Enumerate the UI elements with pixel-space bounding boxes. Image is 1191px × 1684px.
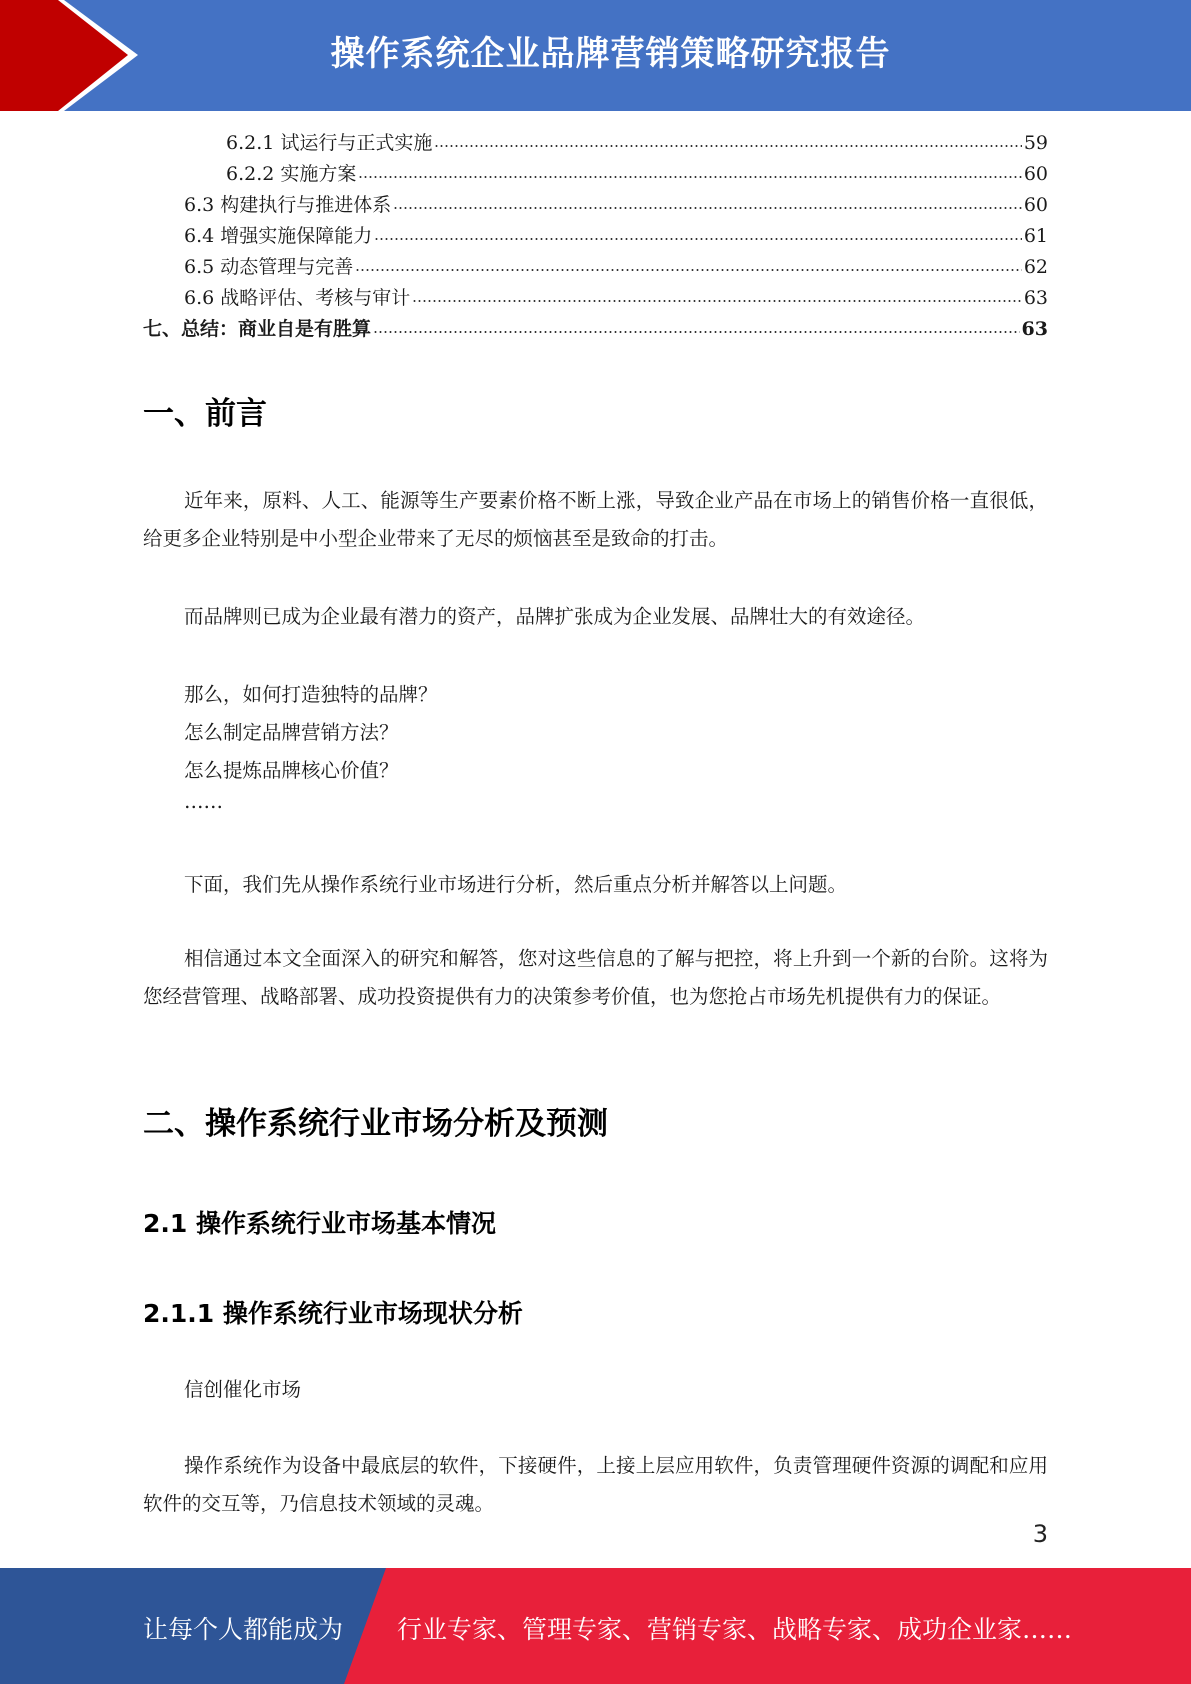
toc-entry-page: 62 xyxy=(1023,256,1048,278)
toc-entry[interactable] xyxy=(143,314,1048,345)
toc-entry-page: 60 xyxy=(1023,163,1048,185)
page-footer xyxy=(0,1568,1191,1684)
page-header xyxy=(0,0,1191,111)
toc-entry-title: 七、总结：商业自是有胜算 xyxy=(143,318,372,340)
question-line: 那么，如何打造独特的品牌？ xyxy=(184,683,438,706)
question-line: 怎么提炼品牌核心价值？ xyxy=(184,759,399,782)
toc-entry[interactable] xyxy=(143,252,1048,283)
table-of-contents xyxy=(143,128,1048,345)
toc-leader-dots xyxy=(374,222,1022,242)
toc-entry-title: 6.2.1 试运行与正式实施 xyxy=(226,132,433,154)
header-title: 操作系统企业品牌营销策略研究报告 xyxy=(330,34,891,74)
toc-leader-dots xyxy=(393,191,1022,211)
toc-entry-title: 6.5 动态管理与完善 xyxy=(184,256,354,278)
toc-leader-dots xyxy=(355,253,1022,273)
paragraph: 下面，我们先从操作系统行业市场进行分析，然后重点分析并解答以上问题。 xyxy=(184,873,848,896)
section-heading-market: 二、操作系统行业市场分析及预测 xyxy=(143,1106,608,1142)
paragraph: 而品牌则已成为企业最有潜力的资产，品牌扩张成为企业发展、品牌壮大的有效途径。 xyxy=(184,605,926,628)
toc-entry-page: 60 xyxy=(1023,194,1048,216)
toc-leader-dots xyxy=(373,315,1020,335)
section-heading-preface: 一、前言 xyxy=(143,396,267,432)
subsection-heading: 2.1 操作系统行业市场基本情况 xyxy=(143,1209,496,1238)
toc-leader-dots xyxy=(412,284,1022,304)
subsection-heading: 2.1.1 操作系统行业市场现状分析 xyxy=(143,1299,523,1328)
paragraph: 操作系统作为设备中最底层的软件，下接硬件，上接上层应用软件，负责管理硬件资源的调配和应用软件的交互等，乃信息技术领域的灵魂。 xyxy=(143,1454,1048,1515)
toc-entry[interactable] xyxy=(143,221,1048,252)
toc-entry-title: 6.4 增强实施保障能力 xyxy=(184,225,373,247)
toc-leader-dots xyxy=(358,160,1021,180)
toc-entry-page: 63 xyxy=(1023,287,1048,309)
footer-slogan-left: 让每个人都能成为 xyxy=(143,1615,344,1644)
toc-entry[interactable] xyxy=(143,159,1048,190)
toc-entry-page: 63 xyxy=(1021,318,1048,340)
question-line: 怎么制定品牌营销方法？ xyxy=(184,721,399,744)
paragraph: 近年来，原料、人工、能源等生产要素价格不断上涨，导致企业产品在市场上的销售价格一直很低，给更多企业特别是中小型企业带来了无尽的烦恼甚至是致命的打击。 xyxy=(143,489,1048,550)
toc-entry[interactable] xyxy=(143,283,1048,314)
toc-entry[interactable] xyxy=(143,128,1048,159)
toc-entry-page: 59 xyxy=(1023,132,1048,154)
paragraph: 信创催化市场 xyxy=(184,1378,302,1401)
toc-leader-dots xyxy=(434,129,1021,149)
ellipsis-line: …… xyxy=(184,790,223,813)
footer-slogan-right: 行业专家、管理专家、营销专家、战略专家、成功企业家…… xyxy=(397,1615,1073,1644)
toc-entry[interactable] xyxy=(143,190,1048,221)
page-number: 3 xyxy=(1032,1520,1048,1548)
toc-entry-page: 61 xyxy=(1023,225,1048,247)
toc-entry-title: 6.3 构建执行与推进体系 xyxy=(184,194,392,216)
toc-entry-title: 6.2.2 实施方案 xyxy=(226,163,357,185)
toc-entry-title: 6.6 战略评估、考核与审计 xyxy=(184,287,411,309)
paragraph: 相信通过本文全面深入的研究和解答，您对这些信息的了解与把控，将上升到一个新的台阶。这将为您经营管理、战略部署、成功投资提供有力的决策参考价值，也为您抢占市场先机提供有力的保证。 xyxy=(143,947,1048,1008)
